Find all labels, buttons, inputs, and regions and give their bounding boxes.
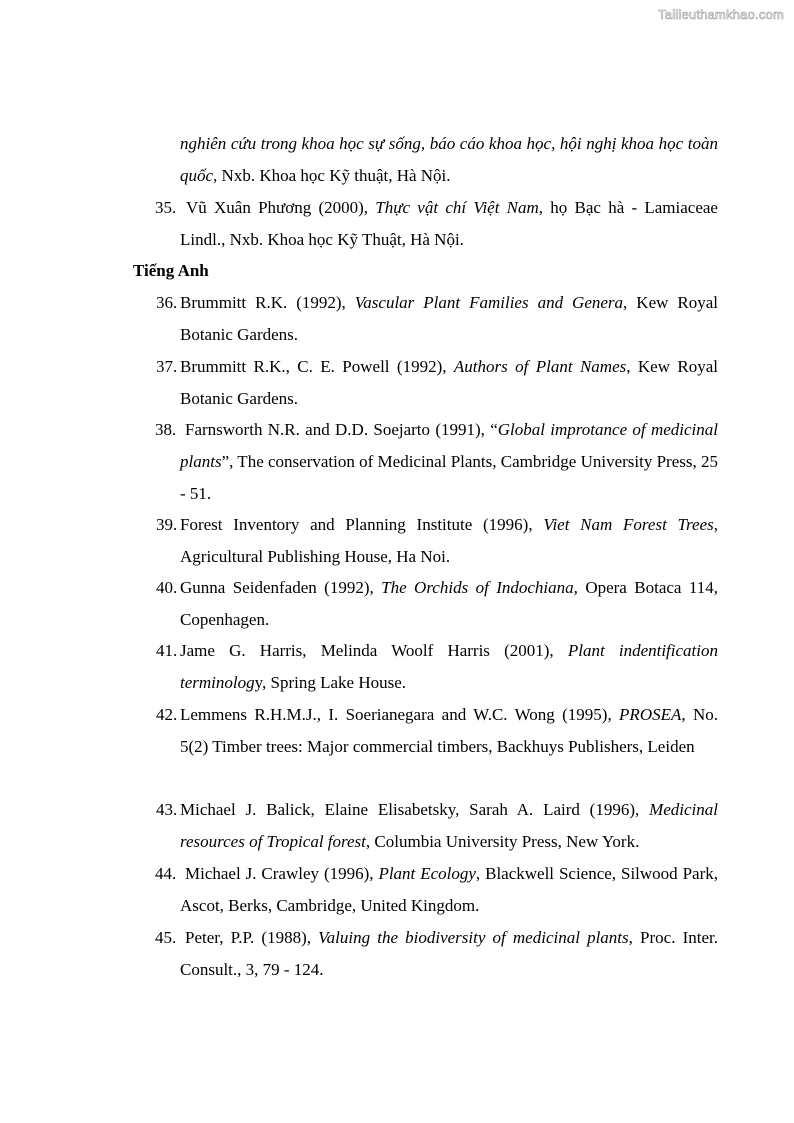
reference-publisher: ”, The conservation of Medicinal Plants, Cambridge University Press, 25 - 51. [180, 452, 718, 503]
reference-number: 45. [155, 928, 177, 947]
reference-authors: Brummitt R.K. (1992), [180, 293, 355, 312]
reference-entry-39 [156, 509, 718, 573]
reference-authors: Michael J. Balick, Elaine Elisabetsky, Sarah A. Laird (1996), [180, 800, 650, 819]
reference-entry-44 [155, 858, 719, 922]
reference-number: 41. [156, 641, 178, 660]
reference-title: Global improtance of medicinal plants [180, 420, 718, 471]
reference-entry-41 [156, 635, 718, 699]
reference-title: Authors of Plant Names [453, 357, 627, 376]
reference-authors: Michael J. Crawley (1996), [185, 864, 379, 883]
reference-title: Plant Ecology [378, 864, 476, 883]
reference-authors: Gunna Seidenfaden (1992), [180, 578, 382, 597]
reference-entry-43 [156, 794, 718, 858]
reference-entry-38 [155, 414, 718, 510]
reference-publisher: , Kew Royal Botanic Gardens. [180, 357, 718, 408]
reference-entry-40 [156, 572, 718, 636]
reference-publisher: , Agricultural Publishing House, Ha Noi. [180, 515, 718, 566]
reference-title: Plant indentification terminolog [180, 641, 718, 692]
continuation-rest: , Nxb. Khoa học Kỹ thuật, Hà Nội. [213, 166, 451, 185]
reference-number: 40. [156, 578, 178, 597]
reference-entry-36 [156, 287, 718, 351]
reference-number: 42. [156, 705, 178, 724]
reference-publisher: , No. 5(2) Timber trees: Major commercial timbers, Backhuys Publishers, Leiden [180, 705, 718, 756]
reference-title: Thực vật chí Việt Nam [375, 198, 539, 217]
reference-publisher: , họ Bạc hà - Lamiaceae Lindl., Nxb. Khoa học Kỹ Thuật, Hà Nội. [180, 198, 718, 249]
reference-number: 39. [156, 515, 178, 534]
reference-publisher: y, Spring Lake House. [254, 673, 407, 692]
reference-continuation [180, 128, 718, 192]
reference-publisher: , Columbia University Press, New York. [365, 832, 640, 851]
section-heading: Tiếng Anh [133, 261, 209, 280]
reference-entry-37 [156, 351, 718, 415]
reference-number: 38. [155, 420, 177, 439]
reference-title: Valuing the biodiversity of medicinal plants [318, 928, 629, 947]
reference-entry-45 [155, 922, 718, 986]
reference-publisher: , Blackwell Science, Silwood Park, Ascot, Berks, Cambridge, United Kingdom. [180, 864, 719, 915]
reference-authors: Brummitt R.K., C. E. Powell (1992), [180, 357, 454, 376]
reference-title: Viet Nam Forest Trees [543, 515, 714, 534]
reference-authors: Peter, P.P. (1988), [185, 928, 319, 947]
reference-entry-42 [156, 699, 718, 763]
reference-publisher: , Kew Royal Botanic Gardens. [180, 293, 718, 344]
reference-title: Medicinal resources of Tropical forest [180, 800, 718, 851]
reference-authors: Jame G. Harris, Melinda Woolf Harris (2001), [180, 641, 568, 660]
reference-title: PROSEA [619, 705, 682, 724]
reference-authors: Vũ Xuân Phương (2000), [186, 198, 376, 217]
watermark-text: Tailieuthamkhao.com [658, 7, 784, 22]
reference-number: 35. [155, 198, 177, 217]
reference-number: 43. [156, 800, 178, 819]
continuation-italic: nghiên cứu trong khoa học sự sống, báo cáo khoa học, hội nghị khoa học toàn quốc [180, 134, 718, 185]
reference-title: Vascular Plant Families and Genera [354, 293, 624, 312]
reference-publisher: , Proc. Inter. Consult., 3, 79 - 124. [180, 928, 718, 979]
reference-authors: Farnsworth N.R. and D.D. Soejarto (1991), “ [185, 420, 498, 439]
reference-title: The Orchids of Indochiana [381, 578, 574, 597]
reference-authors: Forest Inventory and Planning Institute (1996), [180, 515, 544, 534]
reference-authors: Lemmens R.H.M.J., I. Soerianegara and W.C. Wong (1995), [180, 705, 620, 724]
reference-publisher: , Opera Botaca 114, Copenhagen. [180, 578, 718, 629]
reference-number: 36. [156, 293, 178, 312]
reference-number: 44. [155, 864, 177, 883]
reference-number: 37. [156, 357, 178, 376]
reference-entry-35 [155, 192, 718, 256]
